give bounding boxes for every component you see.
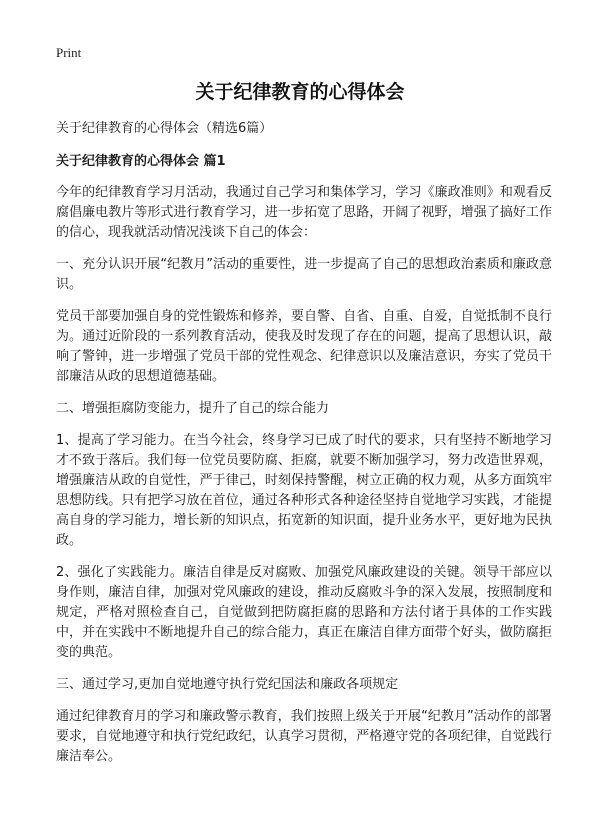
paragraph-point-3-heading: 三、通过学习,更加自觉地遵守执行党纪国法和廉政各项规定 [56, 677, 399, 692]
print-link[interactable]: Print [56, 45, 82, 60]
document-body [56, 119, 552, 779]
section-heading: 关于纪律教育的心得体会 篇1 [56, 154, 226, 169]
paragraph-learning-ability: 1、提高了学习能力。在当今社会，终身学习已成了时代的要求，只有坚持不断地学习才不致于落后。我们每一位党员要防腐、拒腐，就要不断加强学习，努力改造世界观，增强廉洁从政的自觉性，严于律己，时刻保持警醒，树立正确的权力观，从多方面筑牢思想防线。只有把学习放在首位，通过各种形式各种途径坚持自觉地学习实践，才能提高自身的学习能力，增长新的知识点，拓宽新的知识面，提升业务水平，更好地为民执政。 [56, 433, 552, 548]
page-title: 关于纪律教育的心得体会 [195, 81, 405, 103]
paragraph-practice-ability: 2、强化了实践能力。廉洁自律是反对腐败、加强党风廉政建设的关键。领导干部应以身作则，廉洁自律，加强对党风廉政的建设，推动反腐败斗争的深入发展，按照制度和规定，严格对照检查自己，自觉做到把防腐拒腐的思路和方法付诸于具体的工作实践中，并在实践中不断地提升自己的综合能力，真正在廉洁自律方面带个好头，做防腐拒变的典范。 [56, 565, 552, 660]
paragraph-point-3-body: 通过纪律教育月的学习和廉政警示教育，我们按照上级关于开展“纪教月”活动作的部署要求，自觉地遵守和执行党纪政纪，认真学习贯彻，严格遵守党的各项纪律，自觉践行廉洁奉公。 [56, 709, 552, 764]
paragraph-intro: 今年的纪律教育学习月活动，我通过自己学习和集体学习，学习《廉政准则》和观看反腐倡廉电教片等形式进行教育学习，进一步拓宽了思路，开阔了视野，增强了搞好工作的信心，现我就活动情况浅谈下自己的体会： [56, 185, 552, 240]
paragraph-point-1-body: 党员干部要加强自身的党性锻炼和修养，要自警、自省、自重、自爱，自觉抵制不良行为。通过近阶段的一系列教育活动，使我及时发现了存在的问题，提高了思想认识，敲响了警钟，进一步增强了党员干部的党性观念、纪律意识以及廉洁意识，夯实了党员干部廉洁从政的思想道德基础。 [56, 309, 552, 384]
paragraph-point-2-heading: 二、增强拒腐防变能力，提升了自己的综合能力 [56, 401, 330, 416]
document-subtitle: 关于纪律教育的心得体会（精选6篇） [56, 121, 273, 136]
paragraph-point-1-heading: 一、充分认识开展“纪教月”活动的重要性，进一步提高了自己的思想政治素质和廉政意识。 [56, 257, 552, 292]
